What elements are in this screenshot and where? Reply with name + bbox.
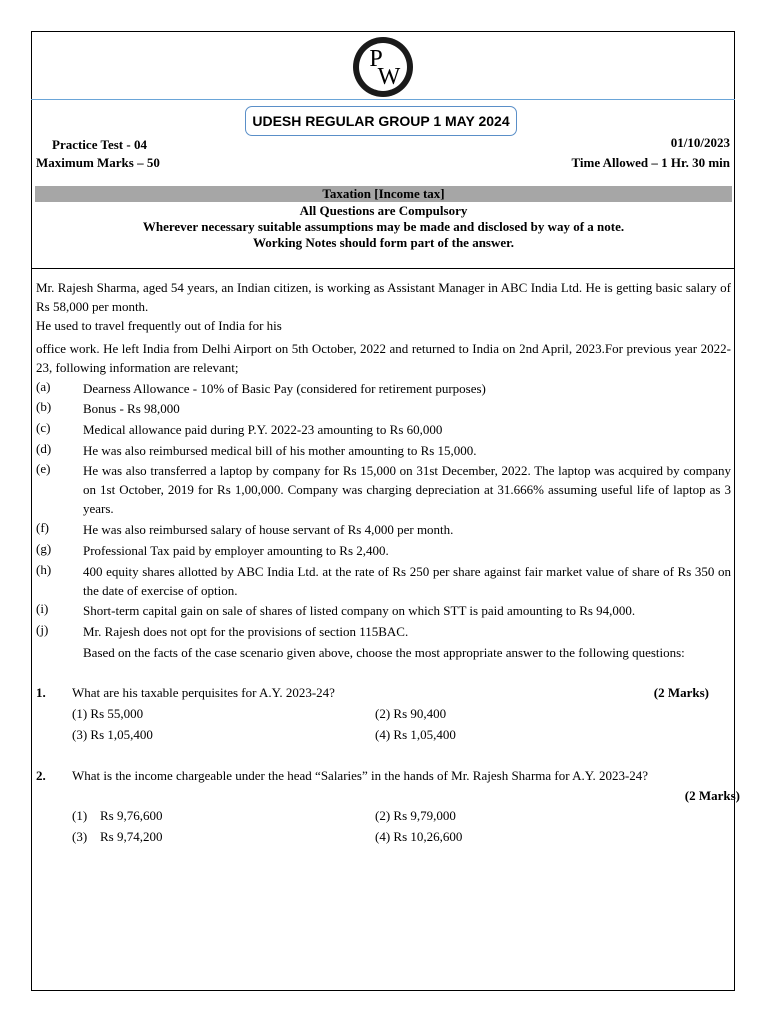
test-date: 01/10/2023 bbox=[670, 135, 730, 150]
instruction-line: Working Notes should form part of the answer. bbox=[253, 235, 514, 250]
item-label: (c) bbox=[36, 420, 51, 435]
item-label: (e) bbox=[36, 461, 51, 476]
instruction-line: All Questions are Compulsory bbox=[299, 203, 468, 218]
item-label: (h) bbox=[36, 562, 52, 577]
instruction-line: Wherever necessary suitable assumptions may be made and disclosed by way of a note. bbox=[142, 219, 625, 234]
answer-option-number[interactable]: (1) bbox=[72, 808, 88, 823]
logo-letter-p: P bbox=[369, 46, 383, 72]
max-marks: Maximum Marks – 50 bbox=[36, 155, 160, 170]
exam-title: UDESH REGULAR GROUP 1 MAY 2024 bbox=[245, 106, 517, 136]
answer-option-number[interactable]: (3) bbox=[72, 829, 88, 844]
item-label: (f) bbox=[36, 520, 49, 535]
item-label: (i) bbox=[36, 601, 49, 616]
case-closing: Based on the facts of the case scenario given above, choose the most appropriate answer to the following questions: bbox=[83, 645, 685, 660]
case-text: He used to travel frequently out of India for his bbox=[36, 318, 282, 333]
section-divider bbox=[31, 268, 735, 269]
item-text: 400 equity shares allotted by ABC India Ltd. at the rate of Rs 250 per share against fair market value of share of Rs 350 on the date of exercise of option. bbox=[83, 564, 731, 598]
item-text: Professional Tax paid by employer amounting to Rs 2,400. bbox=[83, 543, 389, 558]
question-marks: (2 Marks) bbox=[684, 788, 740, 803]
answer-option[interactable]: Rs 9,74,200 bbox=[100, 829, 163, 844]
answer-option[interactable]: (4) Rs 1,05,400 bbox=[375, 727, 456, 742]
test-name: Practice Test - 04 bbox=[52, 137, 147, 152]
item-label: (g) bbox=[36, 541, 52, 556]
case-text: office work. He left India from Delhi Airport on 5th October, 2022 and returned to India on 2nd April, 2023.For previous year 2022-23, following information are relevant; bbox=[36, 341, 731, 375]
question-text: What is the income chargeable under the head “Salaries” in the hands of Mr. Rajesh Sharma for A.Y. 2023-24? bbox=[72, 768, 649, 783]
answer-option[interactable]: Rs 9,76,600 bbox=[100, 808, 163, 823]
item-text: Mr. Rajesh does not opt for the provisions of section 115BAC. bbox=[83, 624, 409, 639]
logo-letter-w: W bbox=[377, 64, 401, 90]
header-divider bbox=[31, 99, 735, 100]
item-text: He was also transferred a laptop by company for Rs 15,000 on 31st December, 2022. The laptop was acquired by company on 1st October, 2019 for Rs 1,00,000. Company was charging depreciation at 31.666% assuming useful life of laptop as 3 years. bbox=[83, 463, 731, 516]
answer-option[interactable]: (2) Rs 9,79,000 bbox=[375, 808, 456, 823]
item-label: (d) bbox=[36, 441, 52, 456]
subject-bar: Taxation [Income tax] bbox=[35, 186, 732, 202]
item-text: Dearness Allowance - 10% of Basic Pay (considered for retirement purposes) bbox=[83, 381, 486, 396]
pw-logo-icon bbox=[352, 36, 414, 98]
item-text: Medical allowance paid during P.Y. 2022-23 amounting to Rs 60,000 bbox=[83, 422, 443, 437]
item-text: Short-term capital gain on sale of shares of listed company on which STT is paid amounting to Rs 94,000. bbox=[83, 603, 636, 618]
answer-option[interactable]: (2) Rs 90,400 bbox=[375, 706, 447, 721]
answer-option[interactable]: (1) Rs 55,000 bbox=[72, 706, 144, 721]
item-text: He was also reimbursed salary of house servant of Rs 4,000 per month. bbox=[83, 522, 454, 537]
case-intro: Mr. Rajesh Sharma, aged 54 years, an Indian citizen, is working as Assistant Manager in ABC India Ltd. He is getting basic salary of Rs 58,000 per month. bbox=[36, 280, 731, 314]
answer-option[interactable]: (4) Rs 10,26,600 bbox=[375, 829, 463, 844]
question-number: 1. bbox=[36, 685, 46, 700]
answer-option[interactable]: (3) Rs 1,05,400 bbox=[72, 727, 153, 742]
time-allowed: Time Allowed – 1 Hr. 30 min bbox=[571, 155, 730, 170]
item-label: (j) bbox=[36, 622, 49, 637]
item-text: He was also reimbursed medical bill of his mother amounting to Rs 15,000. bbox=[83, 443, 477, 458]
question-text: What are his taxable perquisites for A.Y. 2023-24? bbox=[72, 685, 335, 700]
question-number: 2. bbox=[36, 768, 46, 783]
item-label: (b) bbox=[36, 399, 52, 414]
item-text: Bonus - Rs 98,000 bbox=[83, 401, 180, 416]
item-label: (a) bbox=[36, 379, 51, 394]
question-marks: (2 Marks) bbox=[653, 685, 709, 700]
